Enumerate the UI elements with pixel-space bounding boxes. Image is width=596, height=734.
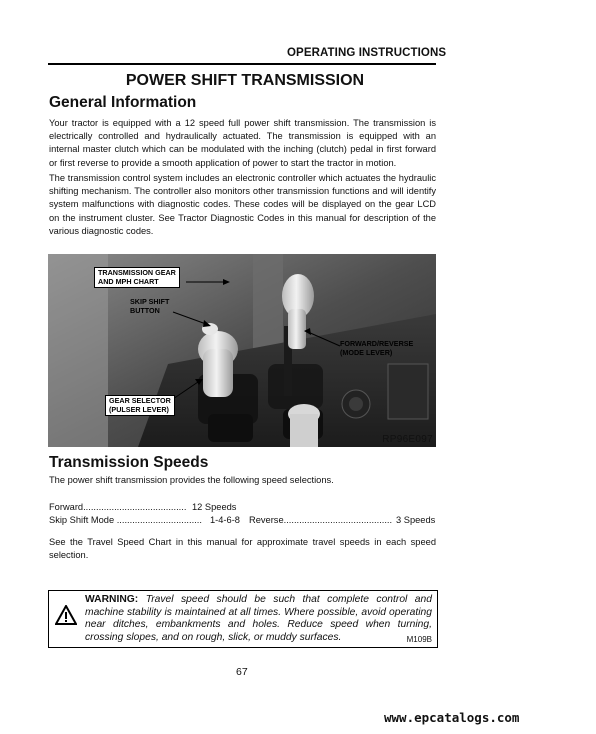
watermark-url: www.epcatalogs.com — [384, 710, 520, 725]
general-paragraph-2: The transmission control system includes an electronic controller which actuates the hydraulic shifting mechanism. The controller also monitors other transmission functions and will identify system malfunctions with diagnostic codes. These codes will be displayed on the gear LCD on the instrument cluster. See Tractor Diagnostic Codes in this manual for description of the various diagnostic codes. — [49, 173, 436, 236]
page-title: POWER SHIFT TRANSMISSION — [125, 72, 365, 89]
warning-box — [48, 590, 438, 648]
warning-body: Travel speed should be such that complete control and machine stability is maintained at all times. Where possible, avoid operating near ditches, embankments and holes. Reduce speed when turning, crossing slopes, and on rough, slick, or muddy surfaces. — [85, 594, 432, 643]
warning-triangle-icon — [55, 605, 77, 625]
speeds-intro: The power shift transmission provides the following speed selections. — [49, 475, 334, 485]
section-header: OPERATING INSTRUCTIONS — [287, 47, 447, 59]
transmission-speeds-heading: Transmission Speeds — [49, 454, 209, 471]
reverse-value: 3 Speeds — [396, 515, 436, 525]
callout-forward-reverse-lever: FORWARD/REVERSE (MODE LEVER) — [340, 339, 414, 357]
callout-transmission-gear-chart: TRANSMISSION GEAR AND MPH CHART — [94, 267, 180, 288]
warning-label: WARNING: — [85, 594, 139, 605]
header-rule — [48, 63, 436, 65]
callout-skip-shift-button: SKIP SHIFT BUTTON — [130, 297, 170, 315]
forward-value: 12 Speeds — [192, 502, 237, 512]
skip-shift-label: Skip Shift Mode ................................. — [49, 515, 202, 525]
photo-reference-id: RP96E097 — [382, 434, 433, 445]
warning-code: M109B — [406, 634, 432, 644]
reverse-label: Reverse.......................................... — [249, 515, 393, 525]
skip-shift-value: 1-4-6-8 — [210, 515, 240, 525]
transmission-controls-photo — [48, 254, 436, 447]
callout-gear-selector: GEAR SELECTOR (PULSER LEVER) — [105, 395, 175, 416]
general-paragraph-1: Your tractor is equipped with a 12 speed full power shift transmission. The transmission is electrically controlled and hydraulically actuated. The transmission is equipped with an internal master clutch which can be modulated with the inching (clutch) pedal in first forward or first reverse to provide a smooth application of power to start the tractor in motion. — [49, 118, 436, 168]
speed-chart-note: See the Travel Speed Chart in this manual for approximate travel speeds in each speed selection. — [49, 537, 436, 561]
forward-label: Forward........................................ — [49, 502, 187, 512]
warning-text — [85, 594, 432, 646]
page-number: 67 — [236, 666, 248, 678]
general-info-heading: General Information — [49, 94, 197, 111]
